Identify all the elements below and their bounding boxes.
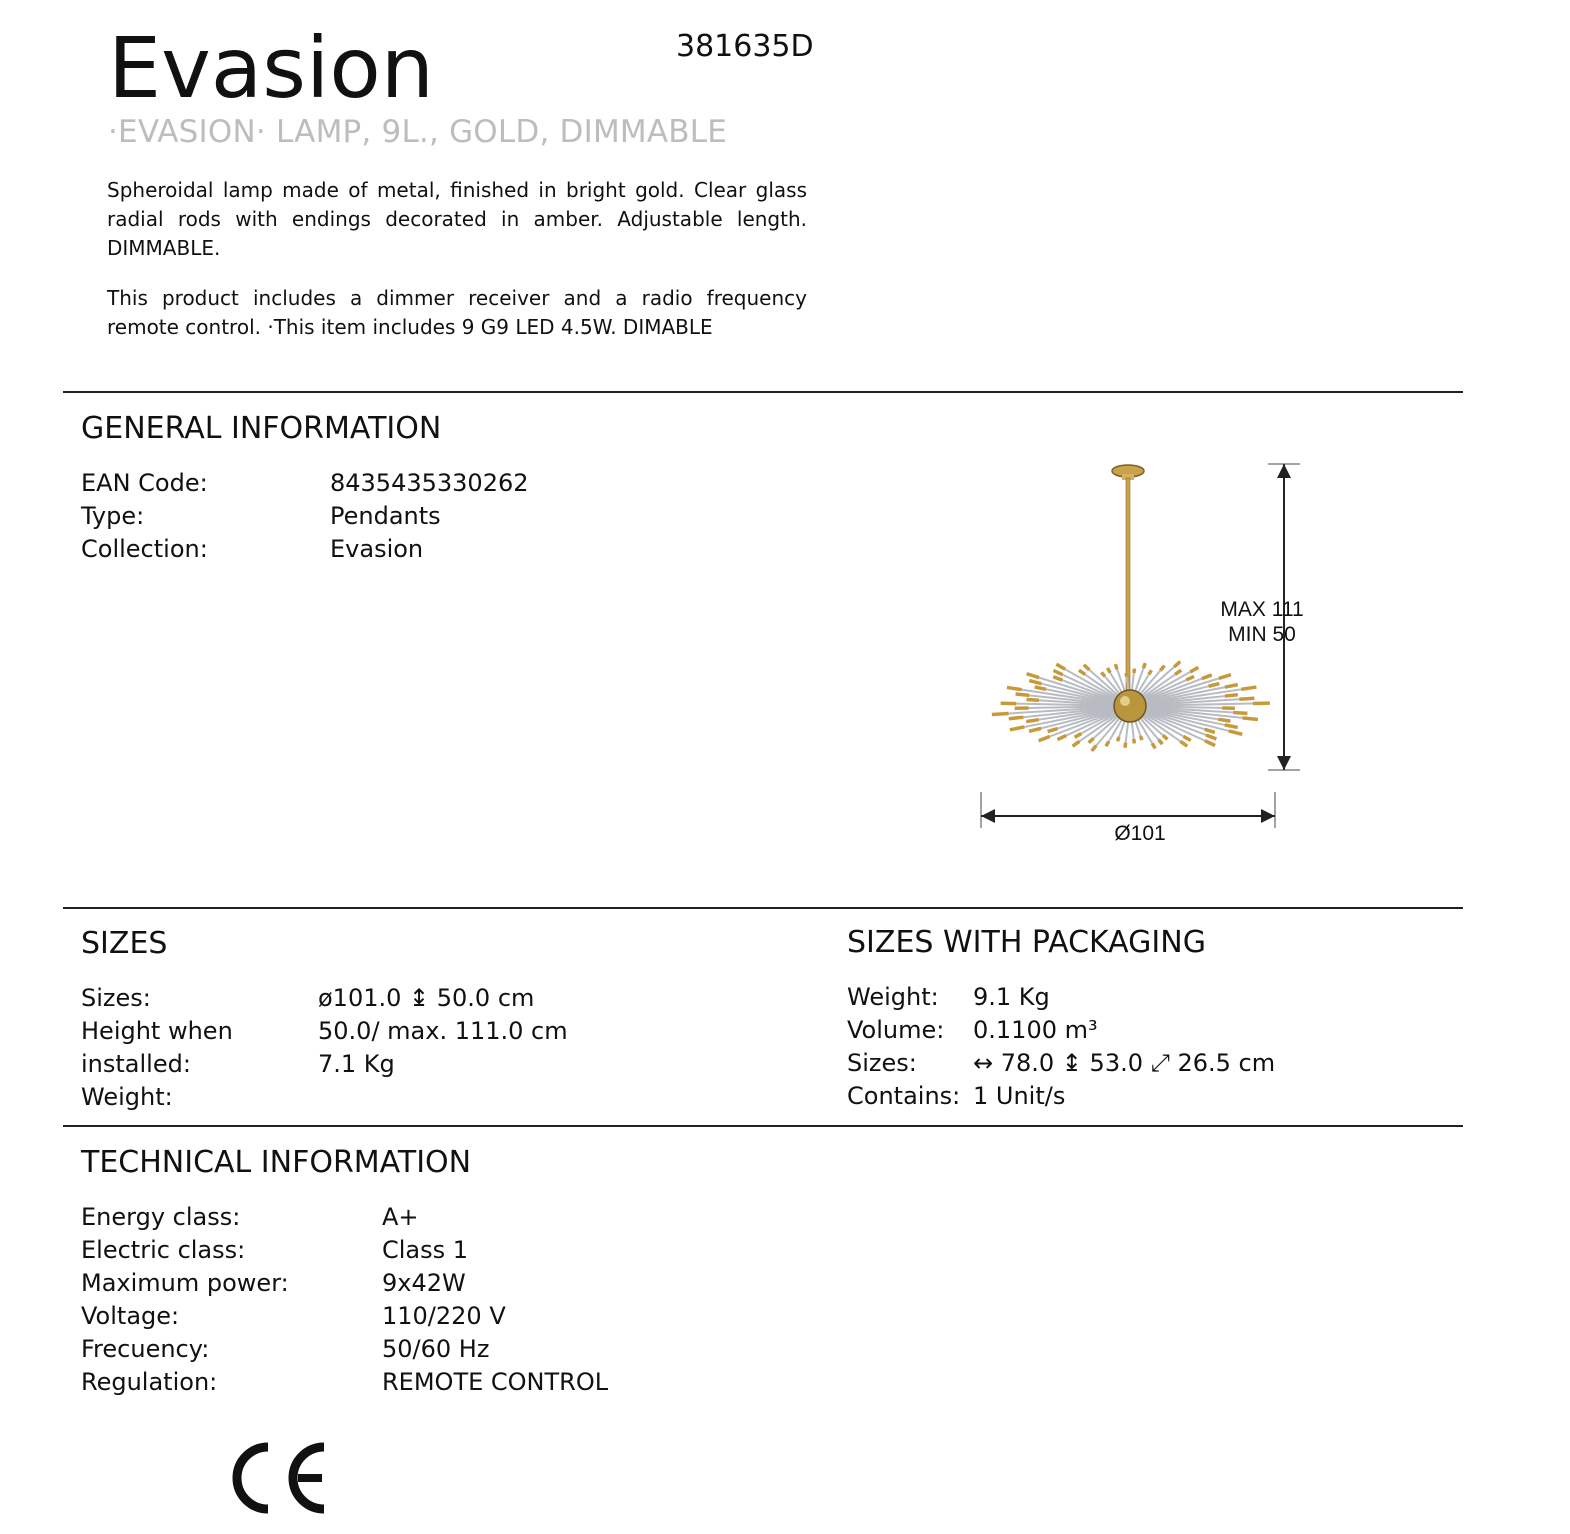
technical-value: 110/220 V	[382, 1302, 506, 1330]
amber-tip	[1143, 663, 1145, 668]
technical-row-energy	[81, 1201, 608, 1234]
sizes-values	[318, 982, 568, 1081]
amber-tip	[1089, 738, 1094, 742]
amber-tip	[1160, 666, 1164, 671]
sizes-label: installed:	[81, 1050, 191, 1078]
product-description: Spheroidal lamp made of metal, finished in bright gold. Clear glass radial rods with endings decorated in amber. Adjustable length. DIMMABLE.	[107, 178, 807, 260]
packaging-row-sizes	[847, 1047, 1275, 1080]
amber-tip	[1175, 670, 1181, 674]
amber-tip	[1115, 664, 1117, 669]
amber-tip	[1218, 719, 1230, 721]
amber-tip	[1152, 743, 1155, 748]
amber-tip	[1186, 676, 1194, 680]
amber-tip	[1205, 729, 1215, 732]
arrow-left-icon	[981, 809, 995, 823]
sphere-highlight	[1120, 696, 1130, 706]
product-code: 381635D	[676, 29, 814, 64]
general-row-ean	[81, 467, 529, 500]
ce-mark-icon	[228, 1440, 328, 1516]
general-value: Pendants	[330, 502, 441, 530]
sizes-title: SIZES	[81, 926, 168, 961]
amber-tip	[1073, 741, 1080, 746]
arrow-up-icon	[1277, 464, 1291, 478]
amber-tip	[1134, 669, 1135, 673]
packaging-label: Contains:	[847, 1082, 961, 1110]
amber-tip	[1243, 718, 1258, 720]
technical-row-electric	[81, 1234, 608, 1267]
amber-tip	[1010, 727, 1024, 730]
amber-tip	[1092, 745, 1097, 750]
product-subtitle: ·EVASION· LAMP, 9L., GOLD, DIMMABLE	[108, 114, 727, 150]
packaging-label: Volume:	[847, 1016, 945, 1044]
amber-tip	[1141, 736, 1142, 740]
amber-tip	[1079, 670, 1085, 674]
technical-label: Voltage:	[81, 1302, 180, 1330]
amber-tip	[1026, 720, 1038, 722]
technical-value: A+	[382, 1203, 419, 1231]
general-label: Type:	[81, 502, 145, 530]
packaging-row-weight	[847, 981, 1275, 1014]
amber-tip	[1239, 698, 1254, 699]
amber-tip	[1107, 668, 1110, 673]
amber-tip	[1202, 675, 1212, 679]
amber-tip	[1084, 665, 1090, 670]
technical-row-regulation	[81, 1366, 608, 1399]
amber-tip	[1225, 725, 1238, 728]
general-value: Evasion	[330, 535, 424, 563]
arrow-down-icon	[1277, 756, 1291, 770]
technical-value: REMOTE CONTROL	[382, 1368, 609, 1396]
amber-tip	[1205, 741, 1215, 746]
technical-info-title: TECHNICAL INFORMATION	[81, 1145, 472, 1180]
sizes-label: Sizes:	[81, 984, 151, 1012]
section-divider	[63, 1125, 1463, 1127]
lamp-dimension-drawing	[968, 452, 1308, 852]
general-label: EAN Code:	[81, 469, 208, 497]
amber-tip	[1134, 739, 1135, 743]
technical-label: Electric class:	[81, 1236, 246, 1264]
product-title: Evasion	[108, 19, 434, 117]
amber-tip	[1009, 717, 1024, 719]
technical-label: Frecuency:	[81, 1335, 210, 1363]
section-divider	[63, 391, 1463, 393]
amber-tip	[1048, 729, 1058, 732]
center-sphere	[1114, 690, 1146, 722]
section-divider	[63, 907, 1463, 909]
packaging-value: 9.1 Kg	[973, 983, 1050, 1011]
technical-label: Maximum power:	[81, 1269, 289, 1297]
packaging-value: 0.1100 m³	[973, 1016, 1098, 1044]
technical-info-table	[81, 1201, 608, 1399]
product-description-extra: This product includes a dimmer receiver and a radio frequency remote control. ·This item includes 9 G9 LED 4.5W. DIMABLE	[107, 286, 807, 339]
height-min-label: MIN 50	[1228, 623, 1296, 646]
technical-row-power	[81, 1267, 608, 1300]
amber-tip	[1053, 677, 1062, 681]
general-info-title: GENERAL INFORMATION	[81, 411, 442, 446]
sizes-label: Weight:	[81, 1083, 173, 1111]
amber-tip	[1057, 736, 1066, 740]
technical-label: Energy class:	[81, 1203, 241, 1231]
amber-tip	[1183, 736, 1190, 740]
amber-tip	[1229, 731, 1242, 734]
amber-tip	[1029, 728, 1041, 731]
amber-tip	[1125, 743, 1126, 748]
general-row-type	[81, 500, 529, 533]
amber-tip	[1206, 735, 1216, 739]
amber-tip	[1053, 670, 1062, 674]
diameter-label: Ø101	[1114, 822, 1166, 845]
amber-tip	[1174, 662, 1180, 667]
packaging-value: ↔ 78.0 ↨ 53.0 ⤢ 26.5 cm	[973, 1049, 1276, 1077]
amber-tip	[1180, 741, 1187, 746]
technical-value: 50/60 Hz	[382, 1335, 490, 1363]
suspension-rod	[1126, 478, 1130, 690]
general-value: 8435435330262	[330, 469, 529, 497]
technical-value: 9x42W	[382, 1269, 466, 1297]
general-info-table	[81, 467, 529, 566]
amber-tip	[1209, 684, 1220, 687]
amber-tip	[1219, 675, 1231, 679]
ce-mark-c	[237, 1447, 268, 1509]
amber-tip	[1039, 737, 1050, 741]
sizes-value: 7.1 Kg	[318, 1050, 395, 1078]
packaging-title: SIZES WITH PACKAGING	[847, 925, 1206, 960]
amber-tip	[992, 714, 1009, 715]
technical-value: Class 1	[382, 1236, 469, 1264]
amber-tip	[1163, 735, 1167, 739]
amber-tip	[1026, 700, 1038, 701]
packaging-label: Weight:	[847, 983, 939, 1011]
amber-tip	[1233, 712, 1247, 713]
packaging-value: 1 Unit/s	[973, 1082, 1066, 1110]
amber-tip	[1016, 694, 1030, 695]
amber-tip	[1225, 685, 1238, 688]
technical-row-frequency	[81, 1333, 608, 1366]
arrow-right-icon	[1261, 809, 1275, 823]
amber-tip	[1101, 672, 1104, 676]
amber-tip	[1056, 664, 1065, 669]
amber-tip	[1149, 670, 1152, 674]
amber-tip	[1159, 740, 1163, 745]
amber-tip	[1035, 687, 1046, 689]
packaging-table	[847, 981, 1275, 1113]
packaging-row-contains	[847, 1080, 1275, 1113]
sizes-labels	[81, 982, 233, 1114]
general-label: Collection:	[81, 535, 208, 563]
sizes-value: ø101.0 ↨ 50.0 cm	[318, 984, 535, 1012]
amber-tip	[1007, 687, 1022, 689]
amber-tip	[1241, 687, 1256, 689]
amber-tip	[1106, 741, 1109, 746]
packaging-row-volume	[847, 1014, 1275, 1047]
height-max-label: MAX 111	[1220, 598, 1304, 621]
amber-tip	[1027, 674, 1039, 678]
amber-tip	[1225, 695, 1238, 696]
amber-tip	[1190, 667, 1198, 672]
sizes-label: Height when	[81, 1017, 233, 1045]
packaging-label: Sizes:	[847, 1049, 917, 1077]
technical-row-voltage	[81, 1300, 608, 1333]
amber-tip	[1029, 681, 1041, 684]
amber-tip	[1075, 734, 1082, 738]
general-row-collection	[81, 533, 529, 566]
technical-label: Regulation:	[81, 1368, 218, 1396]
sizes-value: 50.0/ max. 111.0 cm	[318, 1017, 568, 1045]
amber-tip	[1117, 737, 1119, 741]
